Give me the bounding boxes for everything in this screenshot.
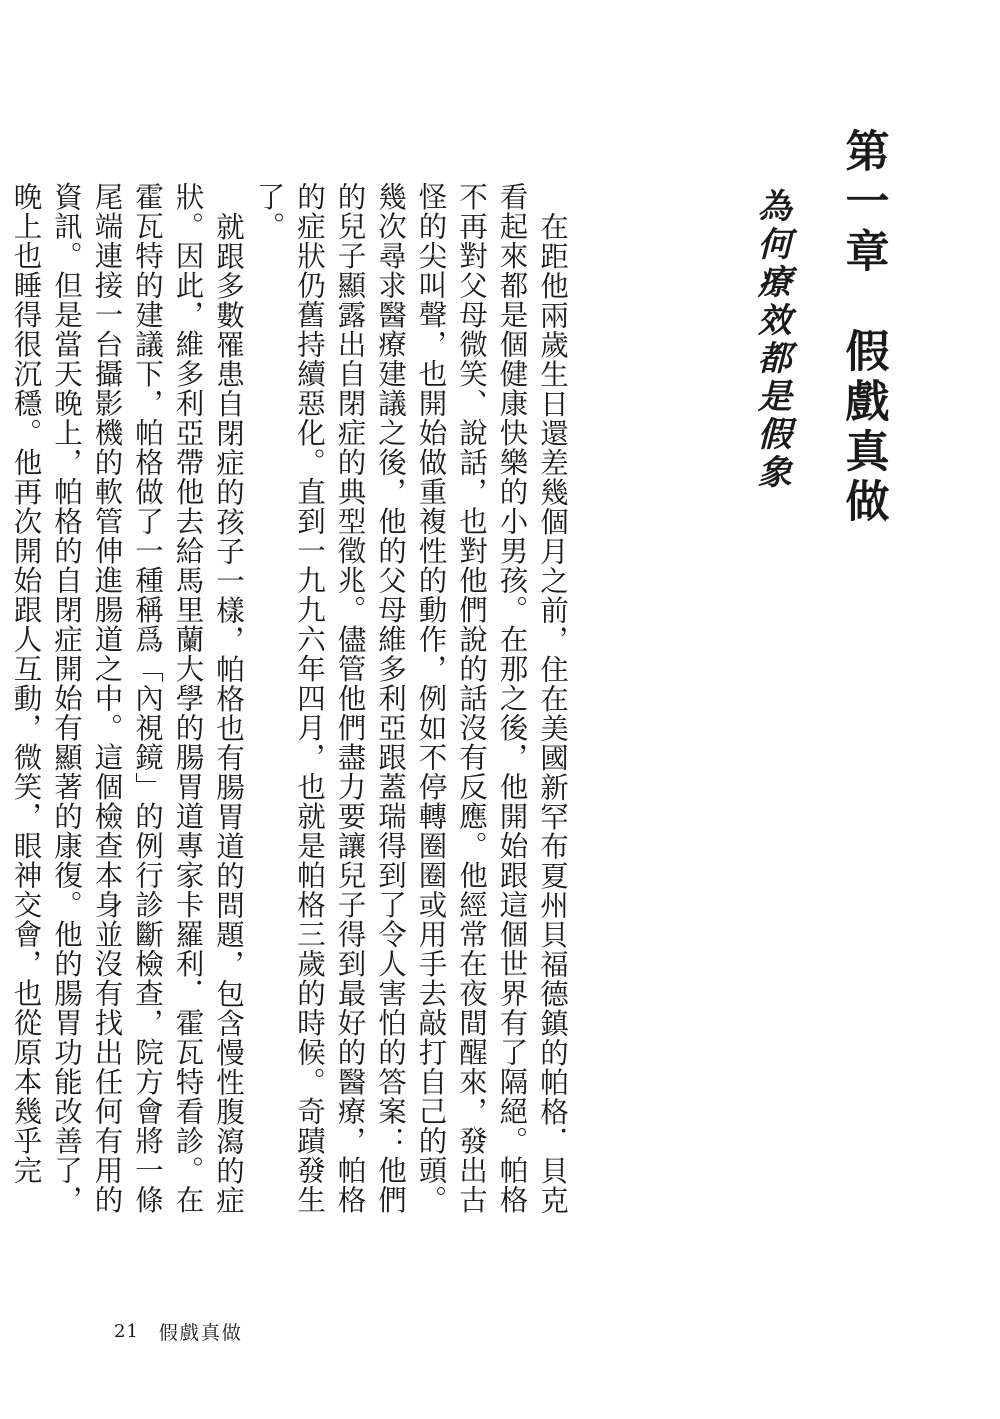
page-footer (114, 1316, 243, 1346)
page-number: 21 (114, 1320, 139, 1342)
body-text (9, 182, 572, 1222)
paragraph: 在距他兩歲生日還差幾個月之前，住在美國新罕布夏州貝福德鎮的帕格．貝克看起來都是個健康快樂的小男孩。在那之後，他開始跟這個世界有了隔絕。帕格不再對父母微笑、說話，也對他們說的話沒有反應。他經常在夜間醒來，發出古怪的尖叫聲，也開始做重複性的動作，例如不停轉圈圈或用手去敲打自己的頭。幾次尋求醫療建議之後，他的父母維多利亞跟蓋瑞得到了令人害怕的答案：他們的兒子顯露出自閉症的典型徵兆。儘管他們盡力要讓兒子得到最好的醫療，帕格的症狀仍舊持續惡化。直到一九九六年四月，也就是帕格三歲的時候。奇蹟發生了。 (252, 182, 569, 1215)
chapter-subtitle: 為何療效都是假象 (751, 188, 792, 492)
paragraph: 就跟多數罹患自閉症的孩子一樣，帕格也有腸胃道的問題，包含慢性腹瀉的症狀。因此，維多利亞帶他去給馬里蘭大學的腸胃道專家卡羅利．霍瓦特看診。在霍瓦特的建議下，帕格做了一種稱爲「內視鏡」的例行診斷檢查，院方會將一條尾端連接一台攝影機的軟管伸進腸道之中。這個檢查本身並沒有找出任何有用的資訊。但是當天晚上，帕格的自閉症開始有顯著的康復。他的腸胃功能改善了，晚上也睡得很沉穩。他再次開始跟人互動，微笑，眼神交會，也從原本幾乎完 (9, 182, 245, 1215)
running-title: 假戲真做 (158, 1321, 243, 1344)
chapter-title: 第一章 假戲真做 (837, 128, 889, 528)
